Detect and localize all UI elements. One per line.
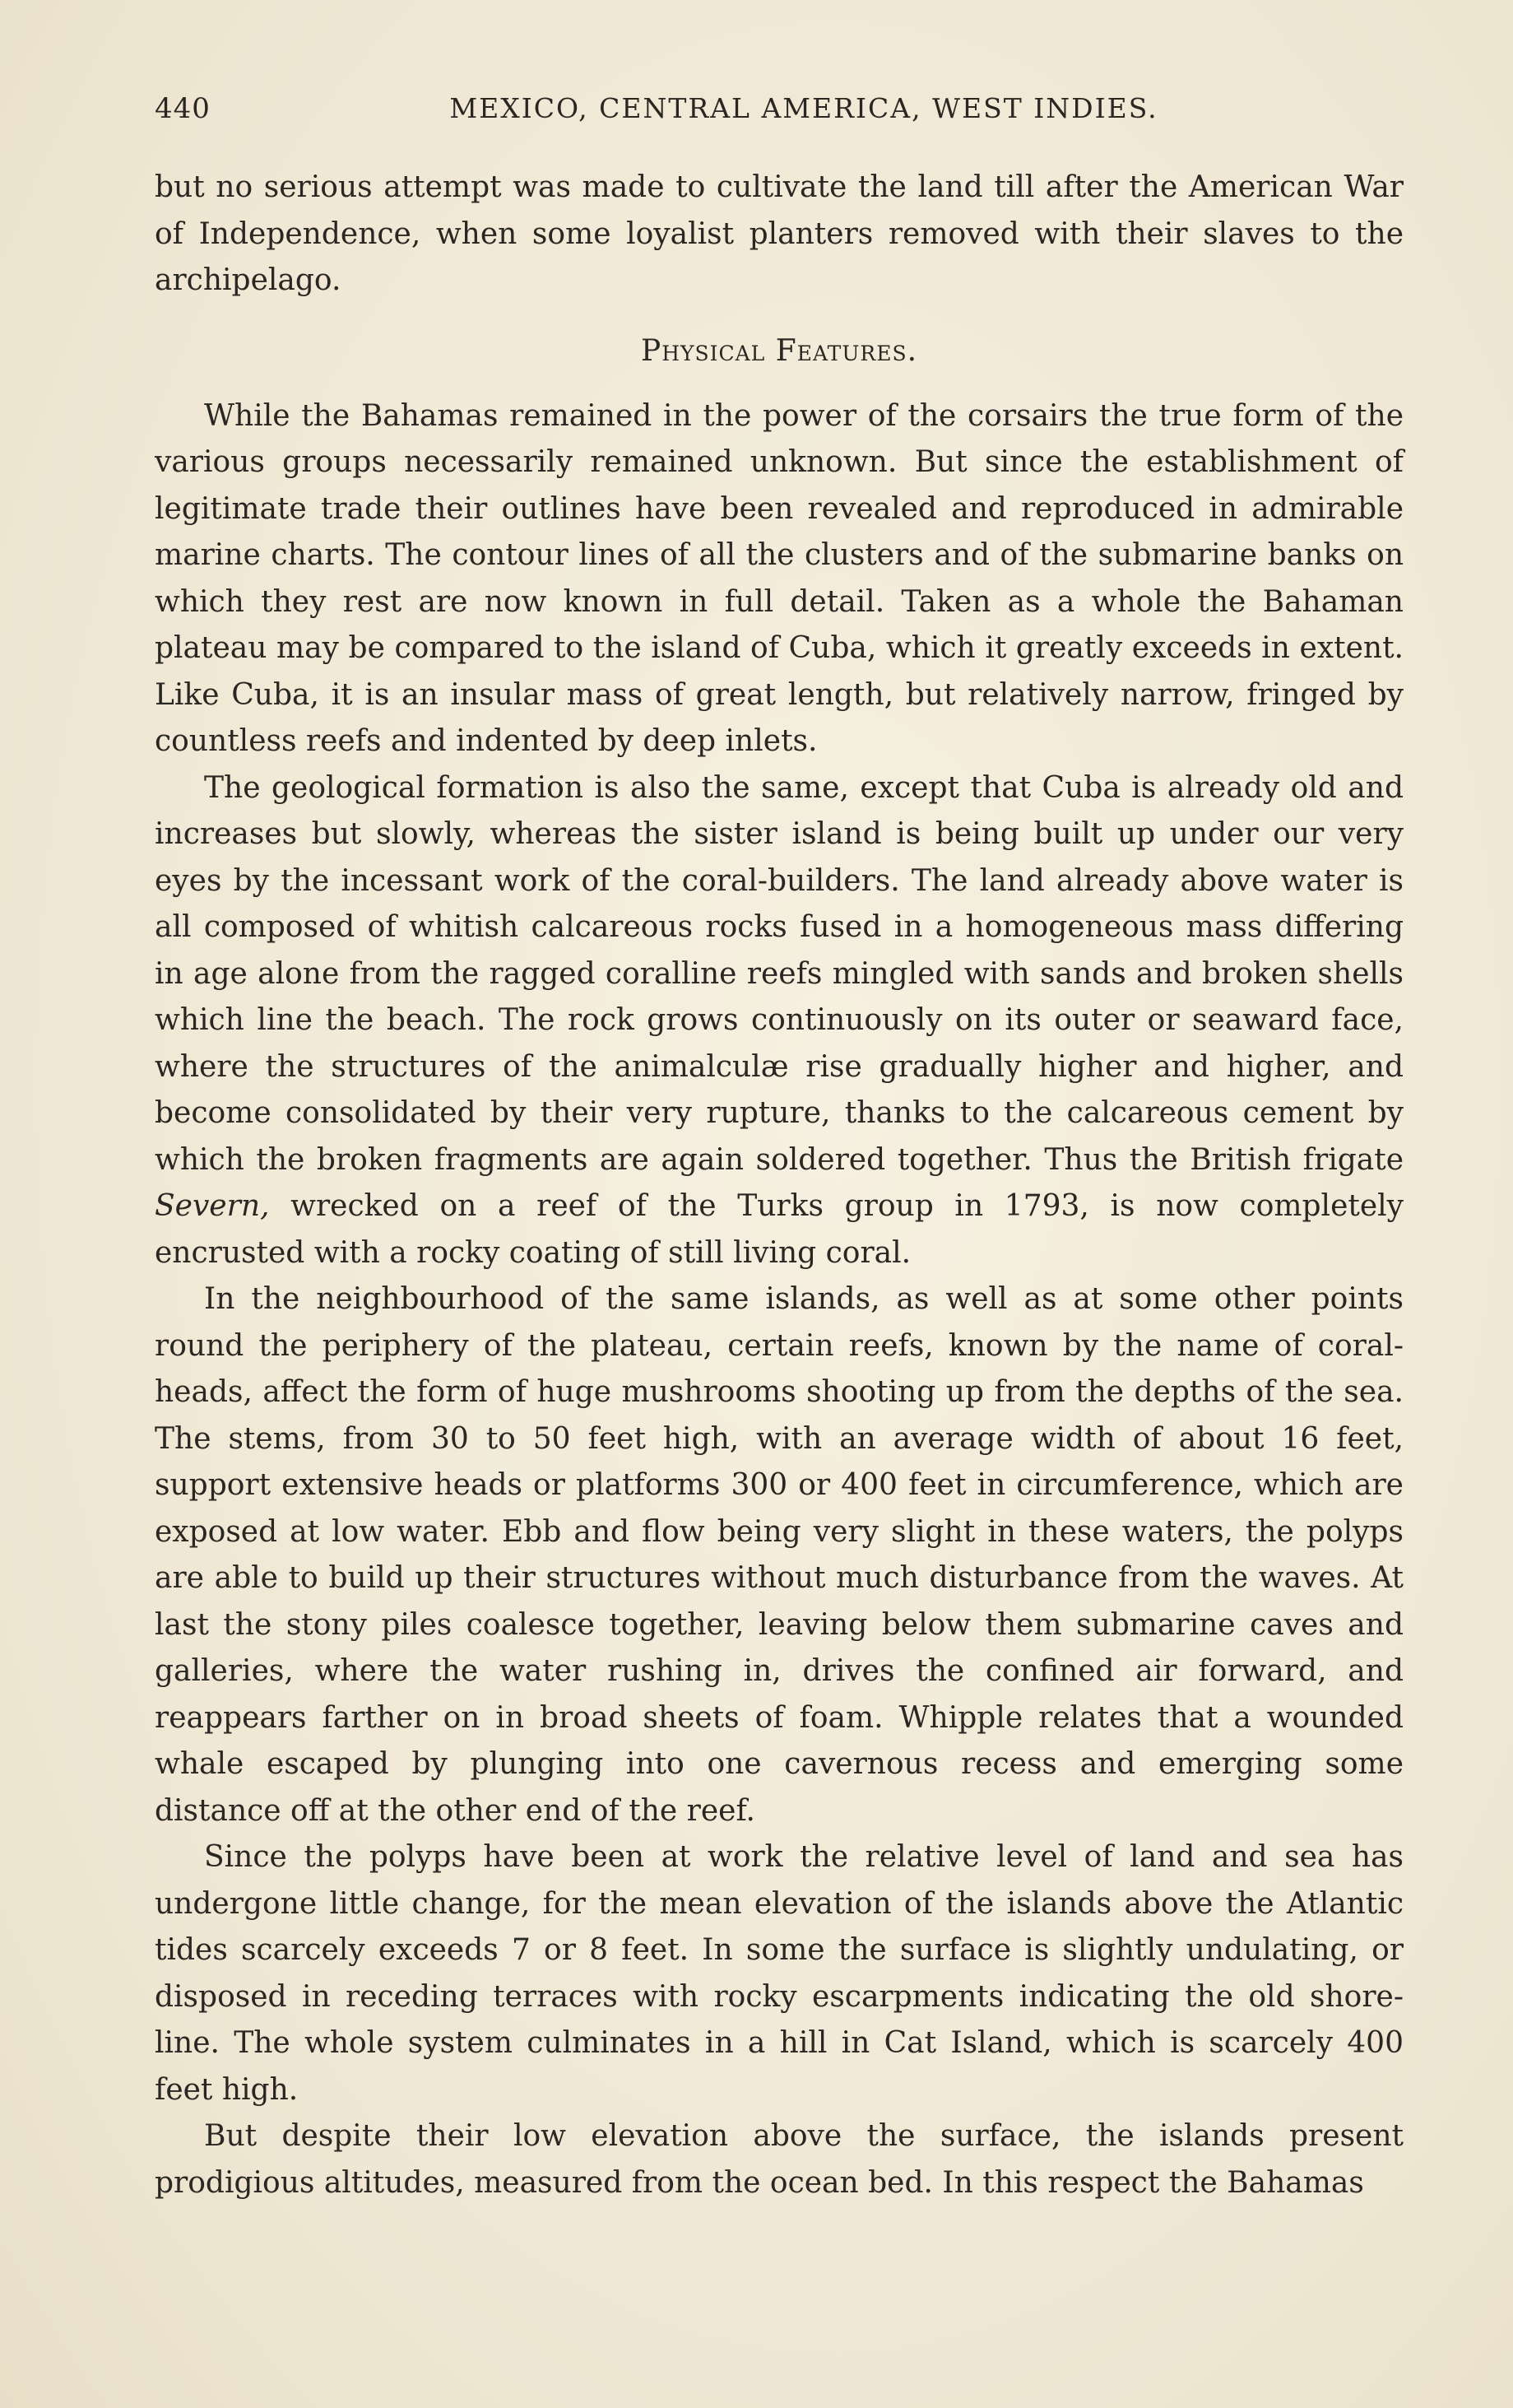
geology-text-before: The geological formation is also the same, except that Cuba is already old and increases but slowly, whereas the sister island is being built up under our very eyes by the incessant work of the coral-builders. The land already above water is all composed of whitish calcareous rocks fused in a homogeneous mass differing in age alone from the ragged coralline reefs mingled with sands and broken shells which line the beach. The rock grows continuously on its outer or seaward face, where the structures of the animalculæ rise gradually higher and higher, and become consolidated by their very rupture, thanks to the calcareous cement by which the broken fragments are again soldered together. Thus the British frigate xyxy=(155,770,1404,1177)
page-header xyxy=(155,92,1404,133)
running-title: MEXICO, CENTRAL AMERICA, WEST INDIES. xyxy=(449,92,1158,124)
intro-paragraph: but no serious attempt was made to cultivate the land till after the American War of Independence, when some loyalist planters removed with their slaves to the archipelago. xyxy=(155,170,1404,297)
paragraph-bahamas-form: While the Bahamas remained in the power of the corsairs the true form of the various groups necessarily remained unknown. But since the establishment of legitimate trade their outlines have been revealed and reproduced in admirable marine charts. The contour lines of all the clusters and of the submarine banks on which they rest are now known in full detail. Taken as a whole the Bahaman plateau may be compared to the island of Cuba, which it greatly exceeds in extent. Like Cuba, it is an insular mass of great length, but relatively narrow, fringed by countless reefs and indented by deep inlets. xyxy=(155,398,1404,758)
paragraph-geology xyxy=(155,765,1404,1277)
page-body xyxy=(155,165,1404,2206)
paragraph-coral-heads: In the neighbourhood of the same islands, as well as at some other points round the periphery of the plateau, certain reefs, known by the name of coral-heads, affect the form of huge mushrooms shooting up from the depths of the sea. The stems, from 30 to 50 feet high, with an average width of about 16 feet, support extensive heads or platforms 300 or 400 feet in circumference, which are exposed at low water. Ebb and flow being very slight in these waters, the polyps are able to build up their structures without much disturbance from the waves. At last the stony piles coalesce together, leaving below them submarine caves and galleries, where the water rushing in, drives the confined air forward, and reappears farther on in broad sheets of foam. Whipple relates that a wounded whale escaped by plunging into one cavernous recess and emerging some distance off at the other end of the reef. xyxy=(155,1282,1404,1828)
page-number: 440 xyxy=(155,92,211,125)
ship-name: Severn, xyxy=(155,1189,270,1223)
section-heading: Physical Features. xyxy=(640,333,918,368)
geology-text-after: wrecked on a reef of the Turks group in 1793, is now completely encrusted with a rocky coating of still living coral. xyxy=(155,1189,1404,1270)
paragraph-altitudes: But despite their low elevation above the surface, the islands present prodigious altitudes, measured from the ocean bed. In this respect the Bahamas xyxy=(155,2119,1404,2200)
paragraph-relative-level: Since the polyps have been at work the relative level of land and sea has undergone little change, for the mean elevation of the islands above the Atlantic tides scarcely exceeds 7 or 8 feet. In some the surface is slightly undulating, or disposed in receding terraces with rocky escarpments indicating the old shore-line. The whole system culminates in a hill in Cat Island, which is scarcely 400 feet high. xyxy=(155,1840,1404,2107)
